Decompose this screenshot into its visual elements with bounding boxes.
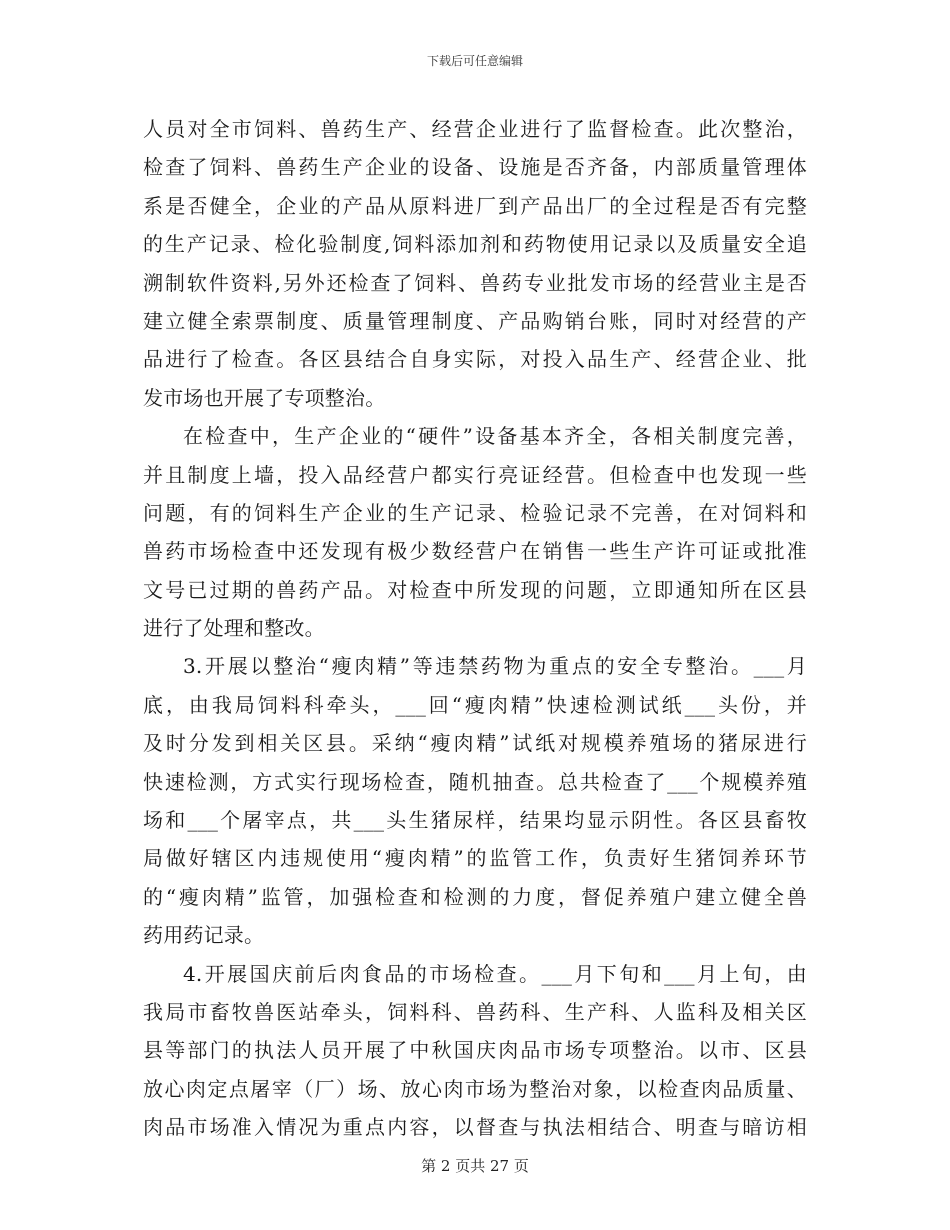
text-line: 的“瘦肉精”监管，加强检查和检测的力度，督促养殖户建立健全兽 — [143, 884, 807, 909]
text-line: 进行了处理和整改。 — [143, 616, 325, 641]
text-line: 县等部门的执法人员开展了中秋国庆肉品市场专项整治。以市、区县 — [143, 1038, 807, 1063]
text-line: 文号已过期的兽药产品。对检查中所发现的问题，立即通知所在区县 — [143, 577, 807, 602]
text-line: 肉品市场准入情况为重点内容，以督查与执法相结合、明查与暗访相 — [143, 1115, 807, 1140]
text-line: 在检查中，生产企业的“硬件”设备基本齐全，各相关制度完善， — [183, 424, 807, 449]
paragraph-item-3 — [143, 647, 807, 954]
text-line: 发市场也开展了专项整治。 — [143, 385, 386, 410]
text-line: 我局市畜牧兽医站牵头，饲料科、兽药科、生产科、人监科及相关区 — [143, 999, 807, 1024]
text-line: 检查了饲料、兽药生产企业的设备、设施是否齐备，内部质量管理体 — [143, 155, 807, 180]
text-line: 问题，有的饲料生产企业的生产记录、检验记录不完善，在对饲料和 — [143, 500, 807, 525]
text-line: 局做好辖区内违规使用“瘦肉精”的监管工作，负责好生猪饲养环节 — [143, 846, 807, 871]
text-line: 溯制软件资料,另外还检查了饲料、兽药专业批发市场的经营业主是否 — [143, 270, 807, 295]
text-line: 药用药记录。 — [143, 923, 265, 948]
page-number: 第 2 页共 27 页 — [421, 1157, 529, 1175]
text-line: 系是否健全，企业的产品从原料进厂到产品出厂的全过程是否有完整 — [143, 193, 807, 218]
paragraph-inspection-scope — [143, 110, 807, 417]
text-line: 及时分发到相关区县。采纳“瘦肉精”试纸对规模养殖场的猪尿进行 — [143, 731, 807, 756]
text-line: 放心肉定点屠宰（厂）场、放心肉市场为整治对象，以检查肉品质量、 — [143, 1076, 807, 1101]
text-line: 建立健全索票制度、质量管理制度、产品购销台账，同时对经营的产 — [143, 308, 807, 333]
text-line: 的生产记录、检化验制度,饲料添加剂和药物使用记录以及质量安全追 — [143, 232, 807, 257]
text-line: 4.开展国庆前后肉食品的市场检查。___月下旬和___月上旬，由 — [183, 961, 807, 986]
text-line: 人员对全市饲料、兽药生产、经营企业进行了监督检查。此次整治， — [143, 117, 807, 141]
text-line: 品进行了检查。各区县结合自身实际，对投入品生产、经营企业、批 — [143, 347, 807, 372]
text-line: 底，由我局饲料科牵头，___回“瘦肉精”快速检测试纸___头份，并 — [143, 692, 807, 717]
paragraph-inspection-findings — [143, 417, 807, 647]
page-header: 下载后可任意编辑 — [426, 54, 523, 68]
paragraph-item-4 — [143, 955, 807, 1147]
text-line: 场和___个屠宰点，共___头生猪尿样，结果均显示阴性。各区县畜牧 — [143, 808, 807, 833]
text-line: 兽药市场检查中还发现有极少数经营户在销售一些生产许可证或批准 — [143, 539, 807, 564]
text-line: 并且制度上墙，投入品经营户都实行亮证经营。但检查中也发现一些 — [143, 462, 807, 487]
document-body — [143, 110, 807, 1147]
text-line: 3.开展以整治“瘦肉精”等违禁药物为重点的安全专整治。___月 — [183, 654, 807, 679]
text-line: 快速检测，方式实行现场检查，随机抽查。总共检查了___个规模养殖 — [143, 769, 807, 794]
